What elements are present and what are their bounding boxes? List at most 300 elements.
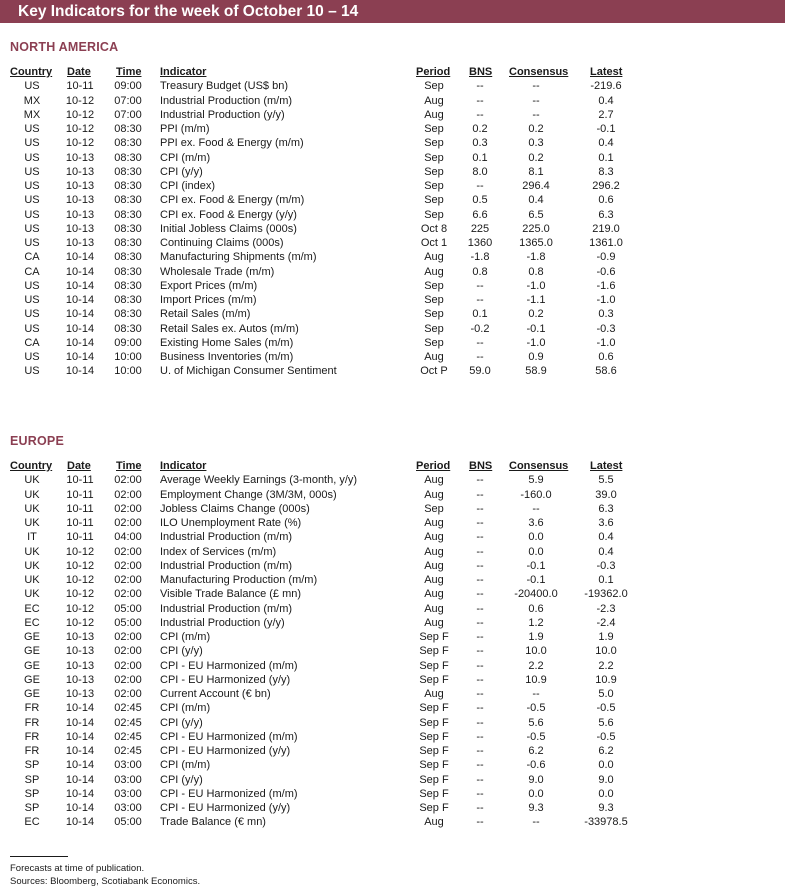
cell-latest: 9.0: [598, 773, 614, 786]
cell-country: US: [24, 279, 40, 292]
cell-latest: -1.0: [596, 336, 616, 349]
cell-date: 10-14: [65, 730, 95, 743]
table-row: [0, 701, 785, 715]
table-row: [0, 801, 785, 815]
cell-bns: 0.2: [472, 123, 488, 135]
cell-consensus: 1.9: [528, 631, 544, 643]
cell-consensus: -0.1: [526, 574, 546, 586]
table-row: [0, 179, 785, 193]
cell-time: 08:30: [114, 165, 142, 178]
cell-consensus: --: [532, 94, 540, 107]
header-indicator: Indicator: [160, 460, 207, 472]
cell-indicator: CPI (index): [160, 180, 216, 192]
table-row: [0, 350, 785, 364]
cell-date: 10-11: [66, 531, 94, 544]
cell-date: 10-14: [65, 702, 95, 715]
cell-consensus: 6.2: [528, 745, 544, 757]
cell-indicator: ILO Unemployment Rate (%): [160, 517, 302, 529]
cell-date: 10-14: [65, 365, 95, 378]
section-title-europe: EUROPE: [10, 434, 64, 448]
cell-bns: --: [476, 716, 484, 729]
cell-country: US: [24, 137, 40, 150]
cell-country: MX: [23, 94, 41, 107]
cell-time: 10:00: [114, 365, 142, 378]
cell-country: US: [24, 351, 40, 363]
cell-date: 10-12: [65, 137, 95, 150]
cell-period: Sep: [424, 279, 444, 292]
table-row: [0, 79, 785, 93]
cell-consensus: 9.0: [528, 773, 544, 786]
cell-latest: -1.6: [596, 279, 616, 292]
cell-indicator: CPI (y/y): [160, 716, 203, 729]
cell-latest: 0.3: [598, 308, 614, 321]
cell-latest: 0.1: [598, 151, 614, 164]
cell-bns: --: [476, 279, 484, 292]
cell-time: 02:00: [114, 588, 142, 601]
table-row: [0, 530, 785, 544]
cell-date: 10-14: [65, 279, 95, 292]
cell-period: Sep: [424, 137, 444, 150]
cell-period: Oct 8: [420, 222, 448, 235]
cell-consensus: 58.9: [525, 365, 547, 378]
cell-period: Sep: [424, 194, 444, 207]
cell-latest: 58.6: [595, 365, 617, 378]
cell-period: Aug: [424, 588, 444, 601]
header-consensus: Consensus: [509, 460, 569, 472]
cell-latest: -0.9: [596, 251, 616, 264]
cell-time: 02:00: [114, 673, 142, 686]
cell-consensus: 2.2: [528, 659, 544, 672]
cell-time: 05:00: [114, 602, 142, 615]
cell-period: Aug: [424, 602, 444, 615]
cell-latest: 2.2: [598, 659, 614, 672]
cell-consensus: 3.6: [528, 517, 544, 529]
cell-indicator: Industrial Production (m/m): [160, 559, 293, 572]
cell-bns: -1.8: [470, 251, 490, 264]
cell-time: 02:00: [114, 488, 142, 501]
cell-bns: --: [476, 787, 484, 800]
cell-indicator: Industrial Production (m/m): [160, 602, 293, 615]
cell-date: 10-14: [65, 336, 95, 349]
cell-indicator: CPI - EU Harmonized (y/y): [160, 673, 291, 686]
cell-consensus: 0.2: [528, 308, 544, 321]
cell-date: 10-13: [65, 237, 95, 249]
cell-date: 10-12: [65, 616, 95, 629]
cell-consensus: -0.6: [526, 759, 546, 772]
cell-country: EC: [24, 616, 40, 629]
cell-date: 10-13: [65, 659, 95, 672]
cell-indicator: Wholesale Trade (m/m): [160, 265, 275, 278]
cell-latest: -219.6: [590, 80, 622, 93]
cell-bns: --: [476, 702, 484, 715]
cell-indicator: Industrial Production (m/m): [160, 94, 293, 107]
cell-latest: 3.6: [598, 517, 614, 529]
cell-consensus: 0.4: [528, 194, 544, 207]
cell-time: 08:30: [114, 222, 142, 235]
cell-consensus: 0.6: [528, 602, 544, 615]
cell-latest: 0.0: [598, 759, 614, 772]
cell-time: 02:00: [114, 559, 142, 572]
cell-period: Sep F: [419, 787, 449, 800]
cell-country: SP: [24, 759, 40, 772]
cell-country: US: [24, 308, 40, 321]
table-row: [0, 488, 785, 502]
cell-time: 03:00: [114, 759, 142, 772]
table-row: [0, 322, 785, 336]
cell-time: 08:30: [114, 279, 142, 292]
cell-period: Aug: [424, 517, 444, 529]
cell-time: 08:30: [114, 151, 142, 164]
cell-consensus: -1.8: [526, 251, 546, 264]
cell-time: 03:00: [114, 802, 142, 814]
cell-date: 10-14: [65, 802, 95, 814]
cell-time: 07:00: [114, 108, 142, 121]
cell-period: Aug: [424, 574, 444, 586]
cell-date: 10-12: [65, 94, 95, 107]
cell-country: FR: [24, 730, 40, 743]
cell-indicator: CPI (y/y): [160, 645, 203, 658]
cell-time: 02:00: [114, 474, 142, 487]
cell-latest: 5.5: [598, 474, 614, 487]
north-america-table: [0, 65, 785, 379]
cell-indicator: Trade Balance (€ mn): [160, 816, 266, 829]
cell-bns: 8.0: [472, 165, 488, 178]
cell-period: Oct 1: [420, 237, 448, 249]
table-header: [0, 459, 785, 473]
cell-date: 10-13: [65, 673, 95, 686]
cell-date: 10-14: [65, 745, 95, 757]
cell-consensus: 10.9: [525, 673, 547, 686]
header-indicator: Indicator: [160, 66, 207, 78]
cell-consensus: --: [532, 816, 540, 829]
cell-time: 02:45: [114, 730, 142, 743]
cell-country: GE: [24, 688, 40, 700]
cell-bns: 0.1: [472, 151, 488, 164]
cell-country: UK: [24, 474, 40, 487]
cell-indicator: Industrial Production (y/y): [160, 108, 285, 121]
header-bns: BNS: [469, 460, 493, 472]
cell-indicator: CPI (m/m): [160, 631, 211, 643]
cell-period: Aug: [424, 545, 444, 558]
table-row: [0, 222, 785, 236]
cell-country: UK: [24, 517, 40, 529]
cell-indicator: Retail Sales ex. Autos (m/m): [160, 322, 299, 335]
cell-date: 10-13: [65, 222, 95, 235]
cell-country: US: [24, 294, 40, 306]
cell-latest: -0.5: [596, 702, 616, 715]
table-body: [0, 79, 785, 378]
cell-latest: 5.6: [598, 716, 614, 729]
cell-country: IT: [27, 531, 37, 544]
cell-date: 10-12: [65, 123, 95, 135]
cell-period: Aug: [424, 265, 444, 278]
cell-date: 10-13: [65, 165, 95, 178]
cell-latest: -0.1: [596, 123, 616, 135]
cell-latest: 0.6: [598, 351, 614, 363]
table-row: [0, 265, 785, 279]
header-time: Time: [116, 460, 142, 472]
cell-indicator: CPI - EU Harmonized (m/m): [160, 730, 298, 743]
cell-indicator: Retail Sales (m/m): [160, 308, 251, 321]
cell-bns: --: [476, 588, 484, 601]
cell-bns: 225: [470, 222, 490, 235]
header-latest: Latest: [590, 460, 623, 472]
cell-consensus: 0.0: [528, 787, 544, 800]
cell-indicator: Manufacturing Production (m/m): [160, 574, 318, 586]
cell-date: 10-12: [65, 574, 95, 586]
cell-country: EC: [24, 816, 40, 829]
cell-bns: --: [476, 659, 484, 672]
table-row: [0, 630, 785, 644]
cell-time: 10:00: [114, 351, 142, 363]
table-row: [0, 773, 785, 787]
cell-bns: --: [476, 351, 484, 363]
cell-consensus: 0.0: [528, 531, 544, 544]
cell-period: Sep F: [419, 745, 449, 757]
cell-period: Oct P: [420, 365, 448, 378]
cell-period: Aug: [424, 816, 444, 829]
cell-indicator: CPI (m/m): [160, 151, 211, 164]
table-row: [0, 193, 785, 207]
table-row: [0, 616, 785, 630]
cell-country: US: [24, 123, 40, 135]
cell-time: 08:30: [114, 322, 142, 335]
cell-consensus: -0.5: [526, 730, 546, 743]
cell-latest: 1.9: [598, 631, 614, 643]
cell-date: 10-11: [66, 474, 94, 487]
table-row: [0, 758, 785, 772]
cell-time: 05:00: [114, 816, 142, 829]
cell-country: US: [24, 237, 40, 249]
cell-time: 02:45: [114, 716, 142, 729]
table-row: [0, 516, 785, 530]
table-row: [0, 815, 785, 829]
cell-country: UK: [24, 545, 40, 558]
cell-date: 10-13: [65, 180, 95, 192]
cell-time: 03:00: [114, 787, 142, 800]
cell-country: EC: [24, 602, 40, 615]
table-row: [0, 659, 785, 673]
cell-bns: --: [476, 80, 484, 93]
cell-period: Sep: [424, 308, 444, 321]
cell-consensus: 6.5: [528, 208, 544, 221]
cell-latest: 10.9: [595, 673, 617, 686]
cell-date: 10-11: [66, 517, 94, 529]
table-row: [0, 716, 785, 730]
europe-table: [0, 459, 785, 830]
cell-time: 08:30: [114, 180, 142, 192]
cell-period: Sep: [424, 80, 444, 93]
cell-consensus: -1.0: [526, 279, 546, 292]
cell-date: 10-14: [65, 716, 95, 729]
cell-latest: 0.0: [598, 787, 614, 800]
cell-latest: 219.0: [592, 222, 620, 235]
cell-date: 10-13: [65, 151, 95, 164]
cell-latest: -2.3: [596, 602, 616, 615]
cell-bns: --: [476, 180, 484, 192]
table-row: [0, 151, 785, 165]
cell-period: Aug: [424, 616, 444, 629]
table-row: [0, 279, 785, 293]
cell-indicator: Industrial Production (m/m): [160, 531, 293, 544]
table-row: [0, 787, 785, 801]
table-row: [0, 108, 785, 122]
cell-date: 10-14: [65, 265, 95, 278]
table-row: [0, 293, 785, 307]
header-period: Period: [416, 66, 451, 78]
cell-time: 08:30: [114, 123, 142, 135]
header-time: Time: [116, 66, 142, 78]
cell-country: UK: [24, 502, 40, 515]
cell-consensus: 8.1: [528, 165, 544, 178]
table-row: [0, 644, 785, 658]
cell-period: Sep F: [419, 759, 449, 772]
cell-time: 08:30: [114, 237, 142, 249]
cell-country: UK: [24, 588, 40, 601]
cell-indicator: PPI ex. Food & Energy (m/m): [160, 137, 304, 150]
cell-period: Sep: [424, 322, 444, 335]
cell-latest: 6.2: [598, 745, 614, 757]
cell-country: US: [24, 365, 40, 378]
cell-latest: -2.4: [596, 616, 616, 629]
cell-indicator: Average Weekly Earnings (3-month, y/y): [160, 474, 358, 487]
cell-bns: --: [476, 574, 484, 586]
cell-consensus: 1365.0: [519, 237, 553, 249]
cell-latest: -0.3: [596, 322, 616, 335]
cell-country: GE: [24, 673, 40, 686]
cell-consensus: 0.0: [528, 545, 544, 558]
cell-indicator: CPI (y/y): [160, 773, 203, 786]
cell-indicator: Visible Trade Balance (£ mn): [160, 588, 302, 601]
cell-indicator: Current Account (€ bn): [160, 688, 271, 700]
cell-time: 02:00: [114, 631, 142, 643]
cell-bns: --: [476, 94, 484, 107]
header-consensus: Consensus: [509, 66, 569, 78]
cell-country: UK: [24, 574, 40, 586]
header-period: Period: [416, 460, 451, 472]
cell-time: 08:30: [114, 194, 142, 207]
cell-country: FR: [24, 716, 40, 729]
cell-period: Sep F: [419, 645, 449, 658]
cell-bns: --: [476, 545, 484, 558]
cell-latest: 0.1: [598, 574, 614, 586]
cell-bns: --: [476, 688, 484, 700]
cell-bns: --: [476, 631, 484, 643]
cell-country: US: [24, 165, 40, 178]
cell-indicator: CPI (m/m): [160, 702, 211, 715]
cell-bns: --: [476, 474, 484, 487]
cell-period: Aug: [424, 251, 444, 264]
cell-latest: -33978.5: [584, 816, 628, 829]
cell-indicator: CPI - EU Harmonized (m/m): [160, 787, 298, 800]
cell-date: 10-12: [65, 559, 95, 572]
cell-latest: 8.3: [598, 165, 614, 178]
cell-bns: --: [476, 816, 484, 829]
cell-indicator: Jobless Claims Change (000s): [160, 502, 310, 515]
cell-period: Sep F: [419, 730, 449, 743]
cell-latest: 2.7: [598, 108, 614, 121]
cell-country: SP: [24, 773, 40, 786]
cell-period: Aug: [424, 688, 444, 700]
cell-consensus: 0.8: [528, 265, 544, 278]
cell-period: Sep: [424, 165, 444, 178]
cell-time: 02:00: [114, 659, 142, 672]
cell-country: US: [24, 222, 40, 235]
cell-latest: 6.3: [598, 208, 614, 221]
cell-date: 10-12: [65, 588, 95, 601]
cell-period: Sep: [424, 294, 444, 306]
cell-time: 02:00: [114, 645, 142, 658]
cell-country: FR: [24, 745, 40, 757]
cell-country: UK: [24, 559, 40, 572]
cell-time: 02:45: [114, 745, 142, 757]
cell-date: 10-11: [66, 80, 94, 93]
table-row: [0, 559, 785, 573]
table-row: [0, 136, 785, 150]
table-row: [0, 730, 785, 744]
cell-bns: --: [476, 645, 484, 658]
cell-consensus: -20400.0: [514, 588, 558, 601]
cell-latest: 0.4: [598, 545, 614, 558]
cell-consensus: -0.1: [526, 559, 546, 572]
cell-indicator: Manufacturing Shipments (m/m): [160, 251, 317, 264]
cell-bns: --: [476, 745, 484, 757]
table-row: [0, 687, 785, 701]
cell-indicator: CPI - EU Harmonized (y/y): [160, 745, 291, 757]
cell-consensus: --: [532, 108, 540, 121]
cell-latest: 9.3: [598, 802, 614, 814]
cell-time: 09:00: [114, 336, 142, 349]
cell-indicator: Export Prices (m/m): [160, 279, 258, 292]
header-country: Country: [10, 66, 53, 78]
cell-latest: 296.2: [592, 180, 620, 192]
table-row: [0, 336, 785, 350]
cell-consensus: 0.2: [528, 123, 544, 135]
cell-time: 08:30: [114, 294, 142, 306]
table-row: [0, 545, 785, 559]
cell-indicator: CPI - EU Harmonized (m/m): [160, 659, 298, 672]
cell-bns: 6.6: [472, 208, 488, 221]
cell-country: UK: [24, 488, 40, 501]
cell-period: Sep F: [419, 802, 449, 814]
cell-indicator: Treasury Budget (US$ bn): [160, 80, 288, 93]
cell-period: Sep F: [419, 773, 449, 786]
cell-latest: -0.6: [596, 265, 616, 278]
cell-country: GE: [24, 659, 40, 672]
table-row: [0, 307, 785, 321]
cell-date: 10-12: [65, 108, 95, 121]
cell-date: 10-14: [65, 322, 95, 335]
table-row: [0, 94, 785, 108]
cell-period: Aug: [424, 488, 444, 501]
cell-latest: -0.5: [596, 730, 616, 743]
cell-date: 10-13: [65, 208, 95, 221]
cell-country: CA: [24, 251, 40, 264]
cell-latest: 0.4: [598, 94, 614, 107]
cell-date: 10-14: [65, 759, 95, 772]
cell-time: 09:00: [114, 80, 142, 93]
cell-latest: 1361.0: [589, 237, 623, 249]
cell-period: Sep: [424, 208, 444, 221]
cell-date: 10-13: [65, 645, 95, 658]
cell-time: 08:30: [114, 308, 142, 321]
cell-period: Sep: [424, 180, 444, 192]
cell-date: 10-14: [65, 773, 95, 786]
cell-period: Aug: [424, 108, 444, 121]
table-row: [0, 473, 785, 487]
cell-latest: 0.4: [598, 531, 614, 544]
cell-country: US: [24, 194, 40, 207]
